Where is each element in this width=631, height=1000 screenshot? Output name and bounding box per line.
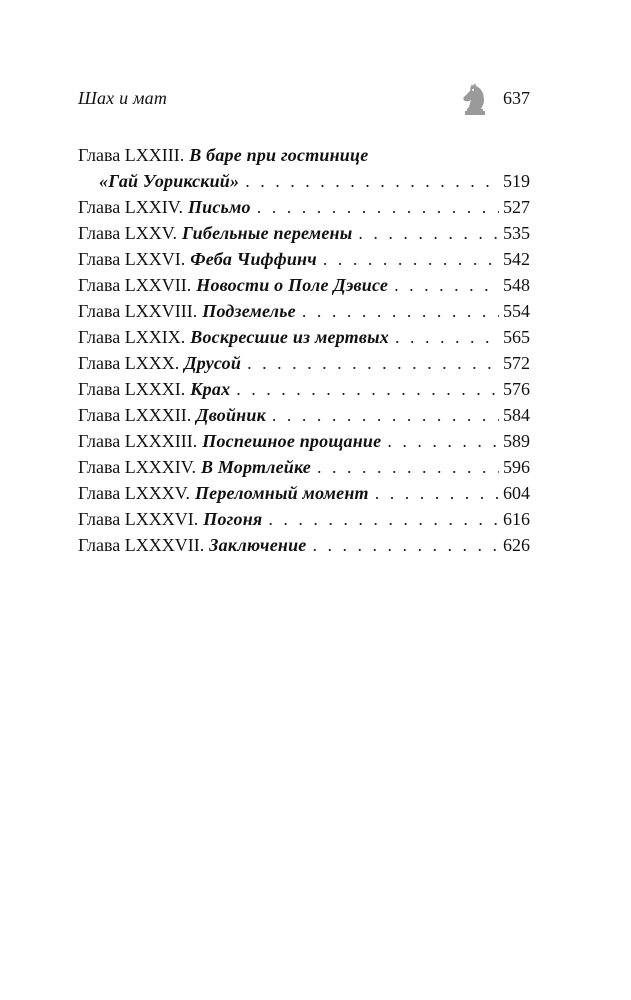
dot-leader — [358, 220, 499, 246]
chapter-label: Глава LXXXII. — [78, 405, 192, 425]
chapter-page-number: 535 — [503, 223, 530, 243]
chapter-page-number: 589 — [503, 431, 530, 451]
chapter-title: В Мортлейке — [200, 457, 311, 477]
page-header — [78, 80, 530, 120]
toc-entry-86 — [78, 506, 530, 532]
dot-leader — [323, 246, 499, 272]
dot-leader — [247, 350, 499, 376]
dot-leader — [395, 324, 499, 350]
toc-entry-82 — [78, 402, 530, 428]
dot-leader — [394, 272, 499, 298]
chapter-label: Глава LXXXVI. — [78, 509, 199, 529]
toc-entry-87 — [78, 532, 530, 558]
toc-entry-74 — [78, 194, 530, 220]
dot-leader — [375, 480, 499, 506]
toc-entry-79 — [78, 324, 530, 350]
dot-leader — [302, 298, 499, 324]
chapter-page-number: 584 — [503, 405, 530, 425]
chapter-label: Глава LXXIII. — [78, 145, 185, 165]
chapter-page-number: 616 — [503, 509, 530, 529]
chapter-label: Глава LXXVI. — [78, 249, 186, 269]
toc-entry-75 — [78, 220, 530, 246]
dot-leader — [245, 168, 499, 194]
chapter-title: Воскресшие из мертвых — [190, 327, 389, 347]
toc-entry-73 — [78, 142, 530, 168]
chapter-label: Глава LXXXVII. — [78, 535, 205, 555]
chapter-page-number: 596 — [503, 457, 530, 477]
chapter-label: Глава LXXX. — [78, 353, 180, 373]
dot-leader — [257, 194, 499, 220]
chapter-page-number: 626 — [503, 535, 530, 555]
chess-knight-icon — [458, 80, 490, 116]
toc-entry-76 — [78, 246, 530, 272]
chapter-label: Глава LXXV. — [78, 223, 177, 243]
toc-entry-85 — [78, 480, 530, 506]
chapter-page-number: 527 — [503, 197, 530, 217]
table-of-contents — [78, 142, 530, 558]
chapter-page-number: 519 — [503, 171, 530, 191]
chapter-label: Глава LXXXIV. — [78, 457, 196, 477]
chapter-label: Глава LXXIV. — [78, 197, 183, 217]
toc-entry-83 — [78, 428, 530, 454]
toc-entry-78 — [78, 298, 530, 324]
chapter-label: Глава LXXXI. — [78, 379, 186, 399]
toc-entry-77 — [78, 272, 530, 298]
dot-leader — [236, 376, 499, 402]
chapter-label: Глава LXXIX. — [78, 327, 186, 347]
running-title: Шах и мат — [78, 88, 168, 108]
chapter-title: Поспешное прощание — [202, 431, 382, 451]
chapter-label: Глава LXXXIII. — [78, 431, 198, 451]
toc-entry-80 — [78, 350, 530, 376]
chapter-title-continuation: «Гай Уорикский» — [99, 171, 240, 191]
dot-leader — [268, 506, 499, 532]
chapter-title: Крах — [190, 379, 231, 399]
chapter-page-number: 542 — [503, 249, 530, 269]
chapter-page-number: 565 — [503, 327, 530, 347]
dot-leader — [312, 532, 499, 558]
dot-leader — [272, 402, 499, 428]
chapter-title: Гибельные перемены — [181, 223, 353, 243]
chapter-title: Подземелье — [202, 301, 296, 321]
chapter-label: Глава LXXVIII. — [78, 301, 198, 321]
page-number: 637 — [503, 88, 530, 108]
chapter-page-number: 572 — [503, 353, 530, 373]
dot-leader — [387, 428, 499, 454]
dot-leader — [317, 454, 499, 480]
chapter-title: Погоня — [203, 509, 263, 529]
toc-entry-84 — [78, 454, 530, 480]
toc-entry-73-continuation — [78, 168, 530, 194]
chapter-page-number: 604 — [503, 483, 530, 503]
chapter-title: Переломный момент — [194, 483, 369, 503]
chapter-title: Двойник — [196, 405, 266, 425]
chapter-title: Новости о Поле Дэвисе — [196, 275, 389, 295]
toc-entry-81 — [78, 376, 530, 402]
chapter-title: Заключение — [209, 535, 307, 555]
chapter-label: Глава LXXXV. — [78, 483, 190, 503]
chapter-label: Глава LXXVII. — [78, 275, 192, 295]
chapter-title: Феба Чиффинч — [190, 249, 317, 269]
chapter-title: Друсой — [184, 353, 242, 373]
chapter-title: Письмо — [187, 197, 251, 217]
chapter-page-number: 548 — [503, 275, 530, 295]
chapter-page-number: 576 — [503, 379, 530, 399]
chapter-title: В баре при гостинице — [189, 145, 369, 165]
chapter-page-number: 554 — [503, 301, 530, 321]
